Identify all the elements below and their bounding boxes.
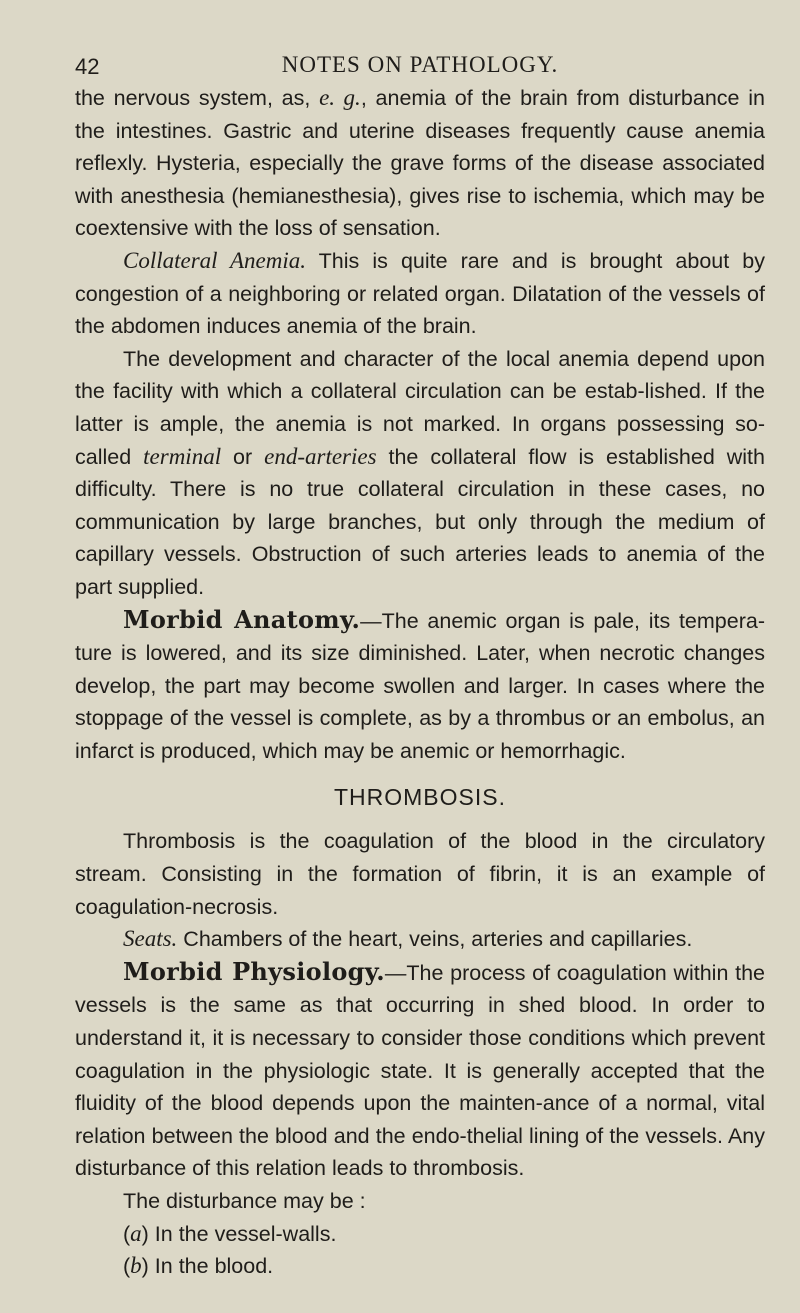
- book-page: [75, 48, 765, 1283]
- paragraph-development: The development and character of the local anemia depend upon the facility with which a collateral circulation can be estab-lished. If the latter is ample, the anemia is not marked. In organs possessing so-called terminal or end-arteries the collateral flow is established with difficulty. There is no true collateral circulation in these cases, no communication by large branches, but only through the medium of capillary vessels. Obstruction of such arteries leads to anemia of the part supplied.: [75, 346, 765, 599]
- morbid-anatomy-heading: Morbid Anatomy.: [123, 604, 361, 634]
- running-title: NOTES ON PATHOLOGY.: [281, 52, 559, 77]
- section-title-thrombosis: THROMBOSIS.: [333, 784, 506, 811]
- paragraph-thrombosis-definition: Thrombosis is the coagulation of the blood in the circulatory stream. Consisting in the formation of fibrin, it is an example of coagulation-necrosis.: [75, 829, 765, 919]
- eg-abbreviation: e. g.: [319, 85, 361, 110]
- list-item-b: (b) In the blood.: [123, 1253, 274, 1279]
- paragraph-seats: Seats. Chambers of the heart, veins, arteries and capillaries.: [123, 926, 693, 952]
- term-terminal: terminal: [143, 443, 222, 469]
- list-item-a: (a) In the vessel-walls.: [123, 1220, 337, 1246]
- paragraph-collateral-anemia: Collateral Anemia. This is quite rare and is brought about by congestion of a neighboring or related organ. Dilatation of the vessels of the abdomen induces anemia of the brain.: [75, 247, 766, 339]
- collateral-anemia-heading: Collateral Anemia.: [123, 247, 306, 273]
- page-number: 42: [75, 54, 100, 79]
- seats-heading: Seats.: [123, 926, 178, 952]
- paragraph-morbid-physiology: Morbid Physiology.—The process of coagulation within the vessels is the same as that occurring in shed blood. In order to understand it, it is necessary to consider those conditions which prevent coagulation in the physiologic state. It is generally accepted that the fluidity of the blood depends upon the mainten-ance of a normal, vital relation between the blood and the endo-thelial lining of the vessels. Any disturbance of this relation leads to thrombosis.: [75, 956, 766, 1181]
- paragraph-morbid-anatomy: Morbid Anatomy.—The anemic organ is pale, its tempera-ture is lowered, and its size diminished. Later, when necrotic changes develop, the part may become swollen and larger. In cases where the stoppage of the vessel is complete, as by a thrombus or an embolus, an infarct is produced, which may be anemic or hemorrhagic.: [75, 604, 765, 763]
- paragraph-disturbance: The disturbance may be :: [123, 1189, 366, 1213]
- morbid-physiology-heading: Morbid Physiology.: [123, 956, 385, 986]
- page-header: [75, 48, 765, 82]
- paragraph-nervous-system: the nervous system, as, e. g., anemia of the brain from disturbance in the intestines. Gastric and uterine diseases frequently cause anemia reflexly. Hysteria, especially the grave forms of the disease associated with anesthesia (hemianesthesia), gives rise to ischemia, which may be coextensive with the loss of sensation.: [75, 85, 765, 241]
- term-end-arteries: end-arteries: [264, 443, 377, 469]
